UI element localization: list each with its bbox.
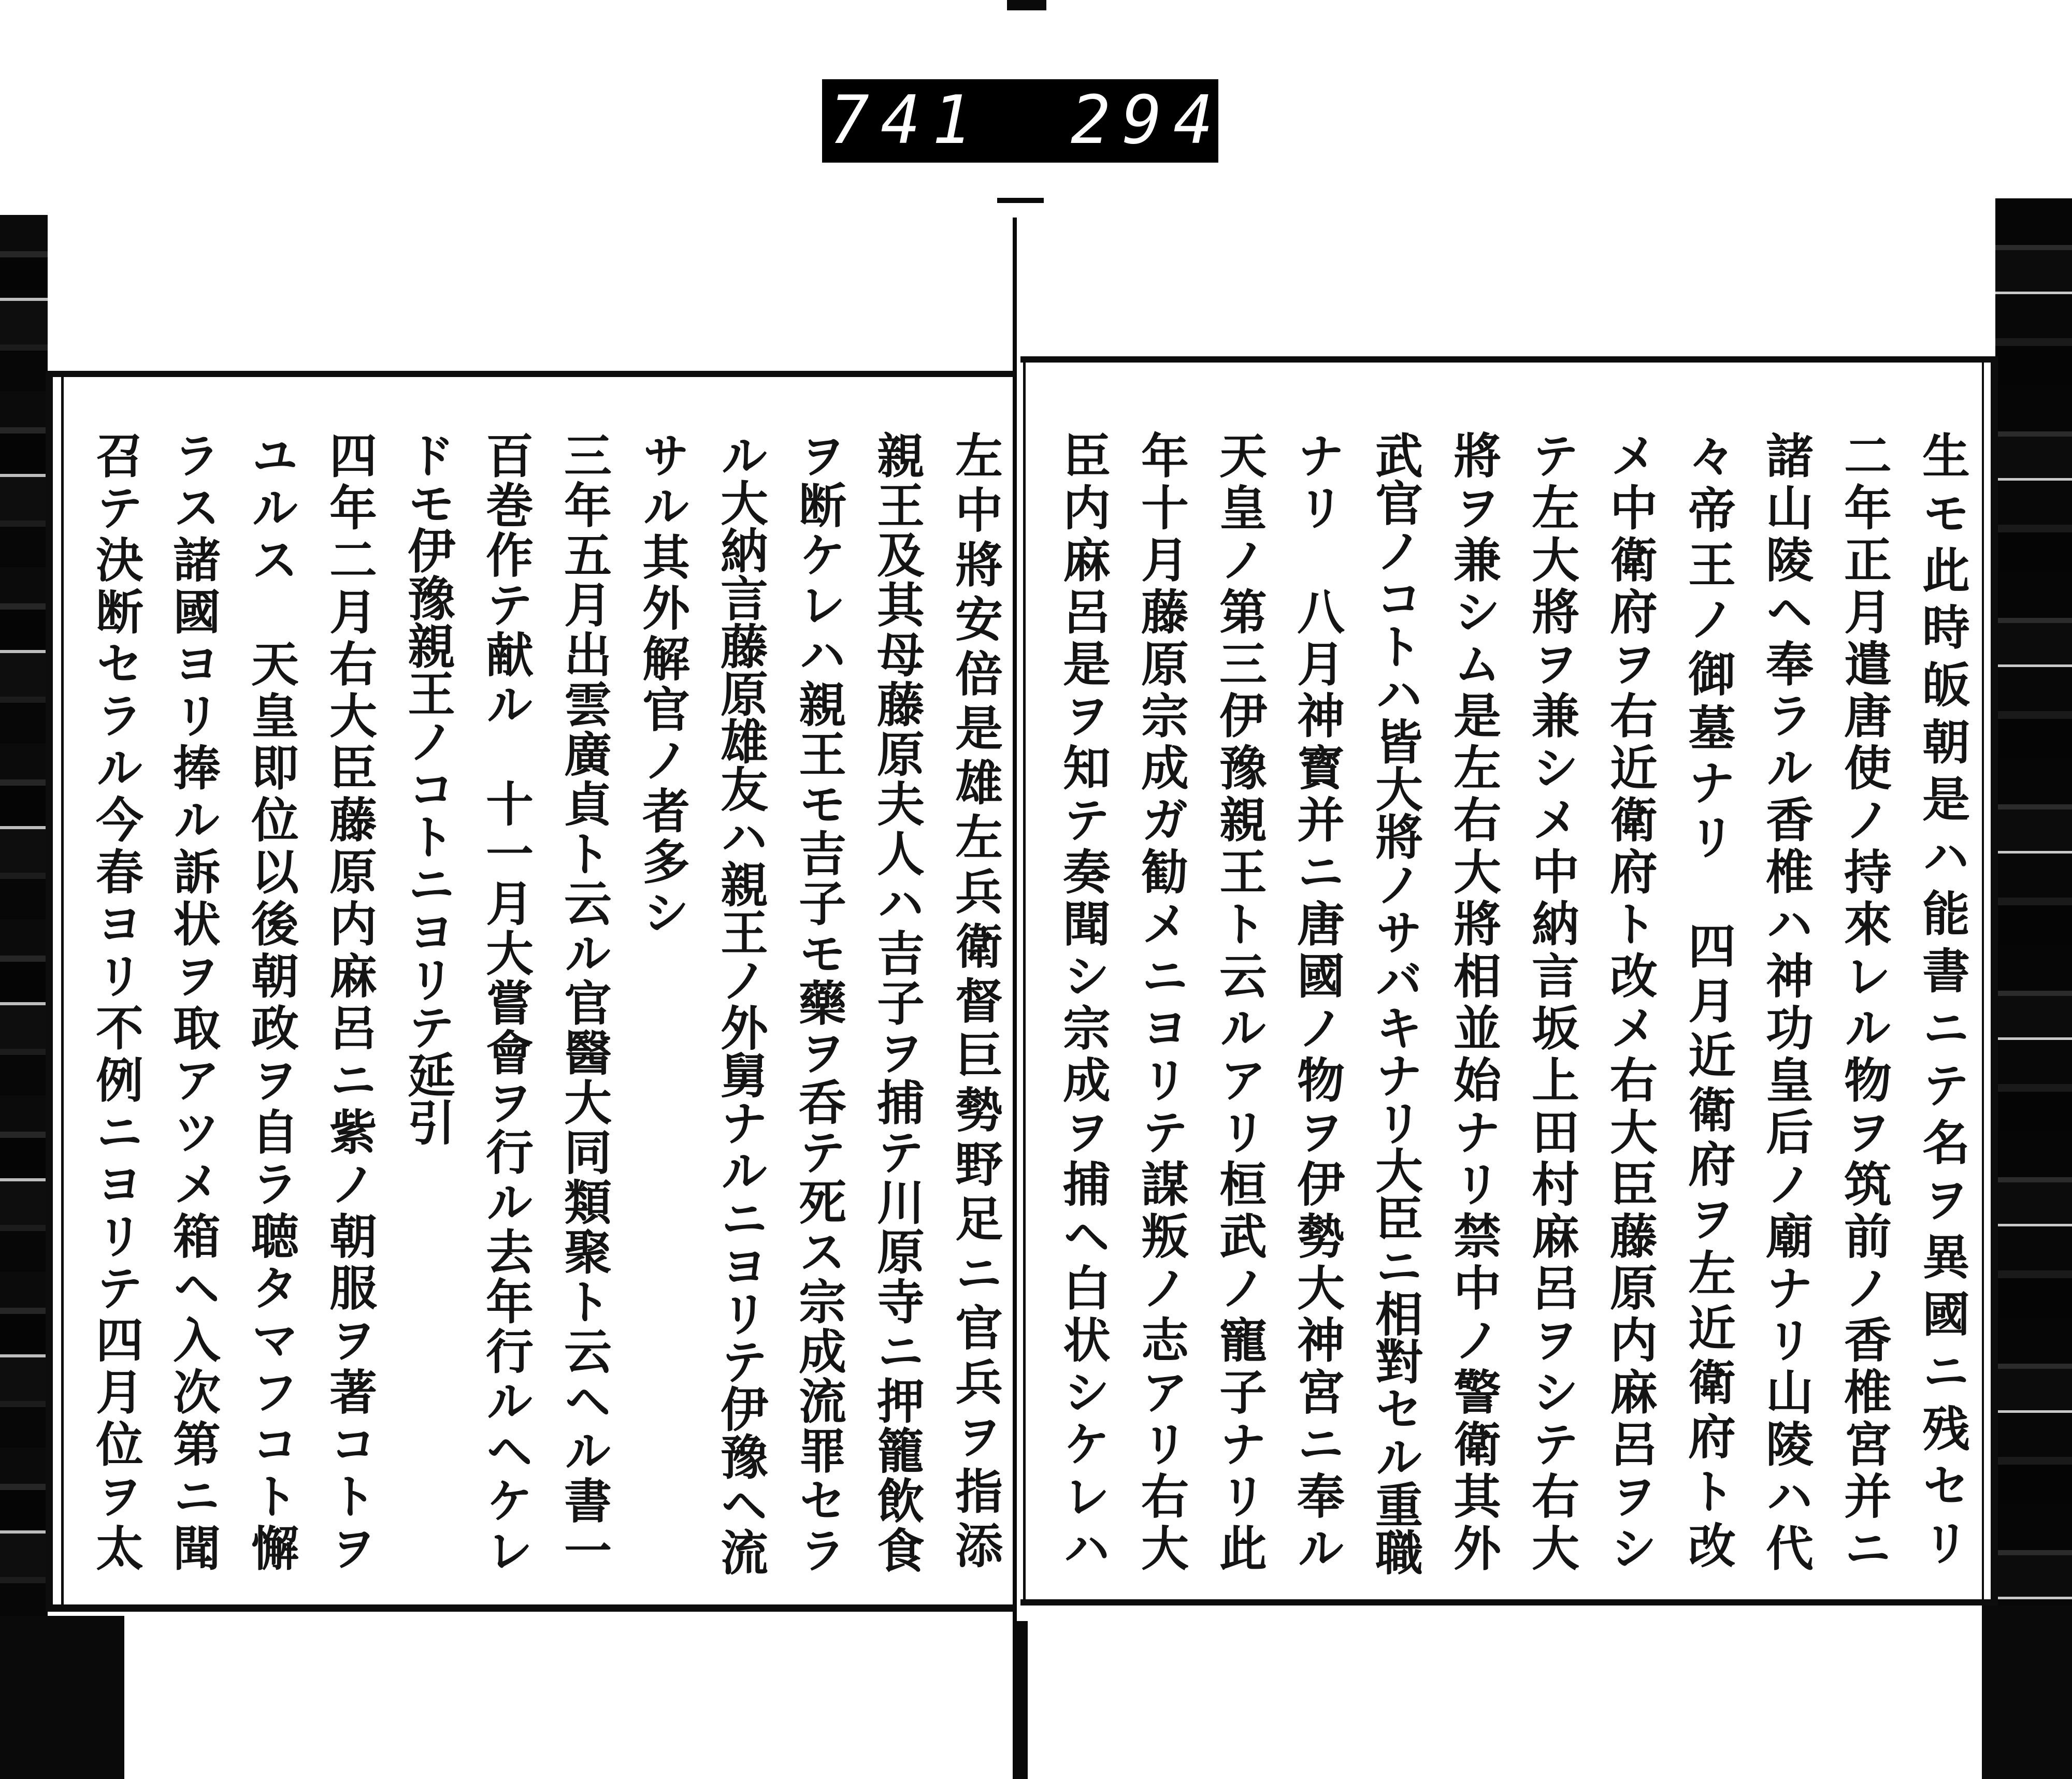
- right-page-column: テ左大將ヲ兼シメ中納言坂上田村麻呂ヲシテ右大: [1524, 431, 1580, 1575]
- right-page-column: 二年正月遣唐使ノ持來レル物ヲ筑前ノ香椎宮并ニ: [1836, 431, 1892, 1575]
- right-page-column: 臣内麻呂是ヲ知テ奏聞シ宗成ヲ捕ヘ白状シケレハ: [1055, 431, 1111, 1575]
- right-page-gutter-rule: [1023, 359, 1026, 1602]
- call-number-left: 741: [829, 82, 984, 159]
- bottom-left-shadow: [0, 1616, 124, 1779]
- bottom-right-shadow: [1982, 1606, 2072, 1779]
- right-page-bottom-rule: [1020, 1599, 1998, 1606]
- right-book-edge: [1995, 198, 2072, 1779]
- right-page-column: 生モ此時皈朝是ハ能書ニテ名ヲ異國ニ残セリ: [1915, 431, 1970, 1575]
- left-page-column: 左中將安倍是雄左兵衛督巨勢野足ニ官兵ヲ指添: [947, 431, 1003, 1575]
- left-page-inner-rule: [61, 377, 64, 1606]
- left-page-column: ユルス 天皇即位以後朝政ヲ自ラ聴タマフコト懈: [243, 431, 299, 1576]
- left-page-top-rule: [46, 371, 1015, 377]
- left-page-column: ル大納言藤原雄友ハ親王ノ外舅ナルニヨリテ伊豫ヘ流: [713, 431, 769, 1575]
- right-page-top-rule: [1020, 356, 1998, 363]
- right-page-column: ナリ 八月神寳并ニ唐國ノ物ヲ伊勢大神宮ニ奉ル: [1289, 431, 1345, 1576]
- call-number-right: 294.: [1071, 82, 1276, 159]
- left-page-column: サル其外解官ノ者多シ: [635, 431, 690, 938]
- left-page-column: 親王及其母藤原夫人ハ吉子ヲ捕テ川原寺ニ押籠飲食: [869, 431, 925, 1575]
- right-page-outer-rule: [1991, 356, 1998, 1606]
- binding-gutter-line: [1013, 218, 1017, 1779]
- right-page-column: 年十月藤原宗成ガ勧メニヨリテ謀叛ノ志アリ右大: [1133, 431, 1189, 1575]
- left-page-outer-rule: [46, 371, 53, 1612]
- left-page-column: ドモ伊豫親王ノコトニヨリテ延引: [400, 431, 456, 1146]
- right-page-column: 天皇ノ第三伊豫親王ト云ルアリ桓武ノ寵子ナリ此: [1212, 431, 1268, 1575]
- right-page-column: 武官ノコトハ皆大將ノサバキナリ大臣ニ相對セル重職: [1368, 431, 1423, 1575]
- left-page-column: 百巻作テ献ル 十一月大嘗會ヲ行ル去年行ルヘケレ: [478, 431, 534, 1575]
- left-page-column: ヲ断ケレハ親王モ吉子モ藥ヲ呑テ死ス宗成流罪セラ: [791, 431, 847, 1575]
- right-page-column: 々帝王ノ御墓ナリ 四月近衛府ヲ左近衛府ト改: [1680, 431, 1736, 1575]
- right-page-inner-rule: [1982, 363, 1984, 1600]
- left-page-column: ラス諸國ヨリ捧ル訴状ヲ取アツメ箱ヘ入次第ニ聞: [165, 431, 221, 1576]
- left-page-column: 三年五月出雲廣貞ト云ル官醫大同類聚ト云ヘル書一: [556, 431, 612, 1575]
- left-page-column: 召テ決断セラル今春ヨリ不例ニヨリテ四月位ヲ太: [88, 431, 144, 1575]
- binding-top-tick: [997, 198, 1044, 203]
- left-page-bottom-rule: [46, 1604, 1015, 1612]
- left-page-column: 四年二月右大臣藤原内麻呂ニ紫ノ朝服ヲ著コトヲ: [322, 431, 378, 1576]
- top-center-mark: [1007, 0, 1046, 10]
- right-page-column: 將ヲ兼シム是左右大將相並始ナリ禁中ノ警衛其外: [1446, 431, 1502, 1575]
- right-page-column: メ中衛府ヲ右近衛府ト改メ右大臣藤原内麻呂ヲシ: [1602, 431, 1658, 1575]
- left-book-edge: [0, 215, 48, 1779]
- right-page-column: 諸山陵ヘ奉ラル香椎ハ神功皇后ノ廟ナリ山陵ハ代: [1758, 431, 1814, 1575]
- call-number-label: [822, 79, 1276, 163]
- binding-gutter-foot: [1016, 1621, 1028, 1779]
